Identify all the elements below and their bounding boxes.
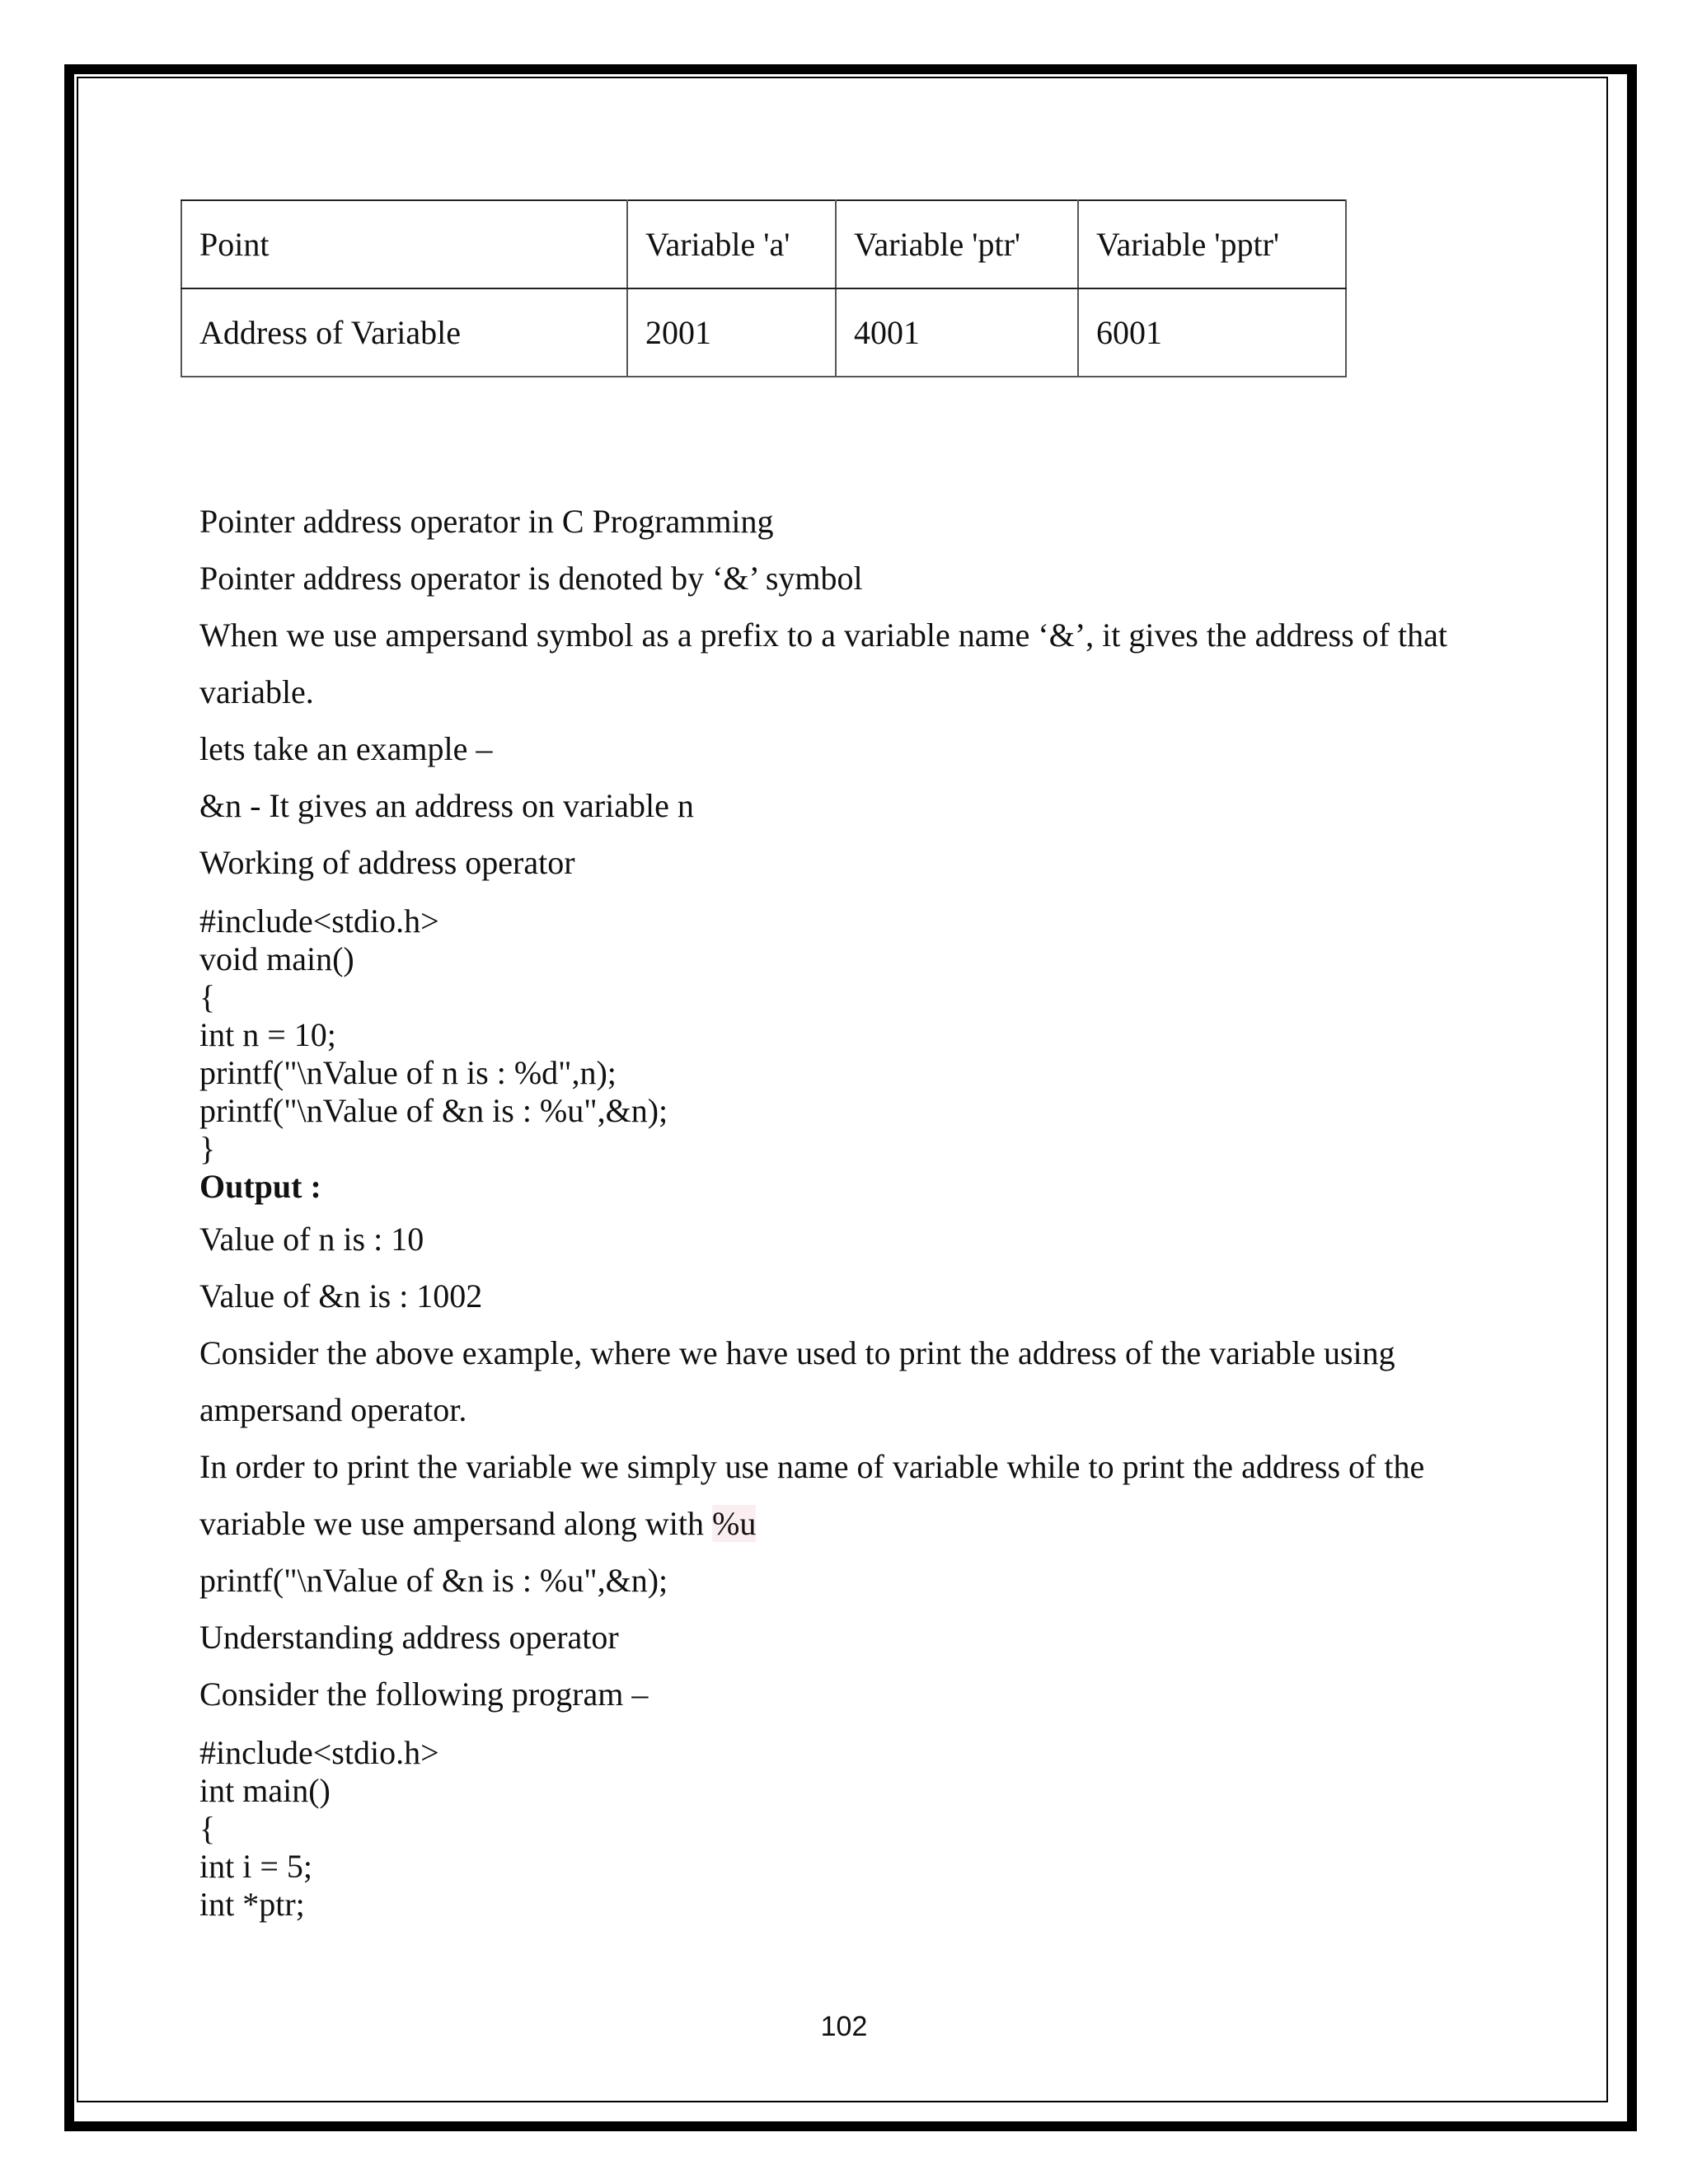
table-cell: Address of Variable bbox=[181, 288, 627, 377]
paragraph: Consider the above example, where we have used to print the address of the variable using bbox=[199, 1334, 1395, 1371]
page-number: 102 bbox=[820, 2011, 868, 2042]
table-cell: Variable 'pptr' bbox=[1078, 200, 1346, 288]
table-cell: Point bbox=[181, 200, 627, 288]
table-cell: 6001 bbox=[1078, 288, 1346, 377]
paragraph: Consider the following program – bbox=[199, 1675, 649, 1713]
table-cell: 4001 bbox=[836, 288, 1078, 377]
paragraph: lets take an example – bbox=[199, 730, 493, 767]
output-line: Value of n is : 10 bbox=[199, 1221, 424, 1258]
code-line: void main() bbox=[199, 940, 354, 977]
section-heading: Pointer address operator in C Programming bbox=[199, 503, 774, 540]
code-line: int i = 5; bbox=[199, 1848, 313, 1885]
table-cell: 2001 bbox=[627, 288, 836, 377]
code-line: #include<stdio.h> bbox=[199, 902, 439, 940]
code-inline-line: printf("\nValue of &n is : %u",&n); bbox=[199, 1562, 668, 1599]
code-line: } bbox=[199, 1130, 216, 1167]
paragraph: In order to print the variable we simply use name of variable while to print the address of the bbox=[199, 1448, 1425, 1485]
paragraph: variable. bbox=[199, 673, 314, 710]
code-block-1 bbox=[199, 902, 1485, 1168]
paragraph: Pointer address operator is denoted by ‘&’ symbol bbox=[199, 560, 863, 597]
code-line: int *ptr; bbox=[199, 1886, 305, 1923]
subheading: Working of address operator bbox=[199, 844, 575, 881]
paragraph: ampersand operator. bbox=[199, 1391, 467, 1428]
paragraph: &n - It gives an address on variable n bbox=[199, 787, 694, 824]
output-label: Output : bbox=[199, 1168, 321, 1205]
code-line: { bbox=[199, 978, 216, 1015]
output-line: Value of &n is : 1002 bbox=[199, 1277, 483, 1315]
table-cell: Variable 'a' bbox=[627, 200, 836, 288]
document-body bbox=[199, 493, 1485, 1924]
paragraph bbox=[199, 1495, 1485, 1552]
paragraph: When we use ampersand symbol as a prefix to a variable name ‘&’, it gives the address of that bbox=[199, 616, 1447, 654]
table-header-row bbox=[181, 200, 1346, 288]
code-line: { bbox=[199, 1810, 216, 1847]
format-specifier: %u bbox=[712, 1505, 757, 1542]
code-line: int n = 10; bbox=[199, 1016, 336, 1053]
code-line: #include<stdio.h> bbox=[199, 1734, 439, 1771]
table-cell: Variable 'ptr' bbox=[836, 200, 1078, 288]
paragraph-text: variable we use ampersand along with bbox=[199, 1505, 713, 1542]
address-table bbox=[181, 199, 1347, 377]
subheading: Understanding address operator bbox=[199, 1619, 619, 1656]
table-row bbox=[181, 288, 1346, 377]
code-line: int main() bbox=[199, 1772, 331, 1809]
code-line: printf("\nValue of &n is : %u",&n); bbox=[199, 1092, 668, 1129]
code-block-2 bbox=[199, 1734, 1485, 1924]
code-line: printf("\nValue of n is : %d",n); bbox=[199, 1054, 617, 1091]
